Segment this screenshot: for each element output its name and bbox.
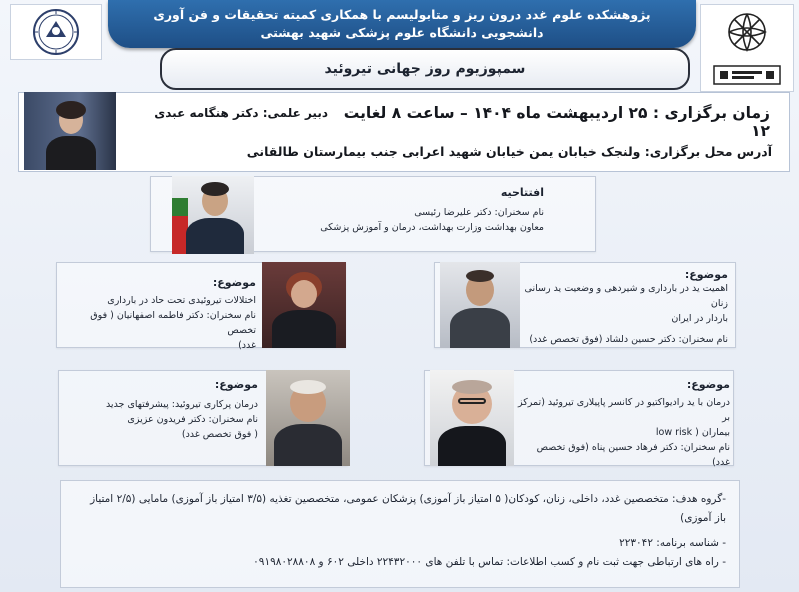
- session-4-speaker-1: نام سخنران: دکتر فریدون عزیزی: [127, 414, 258, 425]
- session-4-topic-1: درمان پرکاری تیروئید: پیشرفتهای جدید: [105, 399, 258, 410]
- opening-speaker-photo: [172, 176, 254, 254]
- session-4-heading: موضوع:: [214, 378, 258, 391]
- session-1-topic-2: باردار در ایران: [671, 313, 728, 324]
- session-4-speaker-photo: [266, 370, 350, 466]
- opening-role: معاون بهداشت وزارت بهداشت، درمان و آموزش پزشکی: [320, 222, 544, 233]
- university-logo: [700, 4, 794, 92]
- session-2-heading: موضوع:: [212, 276, 256, 289]
- session-2-speaker-1: نام سخنران: دکتر فاطمه اصفهانیان ( فوق تخصص: [90, 310, 256, 336]
- session-3-speaker-photo: [430, 370, 514, 466]
- session-2-topic-1: اختلالات تیروئیدی تحت حاد در بارداری: [107, 295, 256, 306]
- secretary-photo: [24, 92, 116, 170]
- session-4-speaker-2: ( فوق تخصص غدد): [181, 429, 258, 440]
- banner-line-1: پژوهشکده علوم غدد درون ریز و متابولیسم با همکاری کمیته تحقیقات و فن آوری: [153, 7, 651, 22]
- session-1-speaker-photo: [440, 262, 520, 348]
- header-banner: [108, 0, 696, 48]
- opening-heading: افتتاحیه: [500, 186, 544, 199]
- session-1-topic-1: اهمیت ید در بارداری و شیردهی و وضعیت ید رسانی زنان: [524, 283, 728, 309]
- session-3-speaker-2: غدد): [712, 457, 730, 468]
- institute-emblem-icon: [13, 7, 99, 57]
- scientific-secretary: دبیر علمی: دکتر هنگامه عبدی: [154, 106, 328, 120]
- event-address: آدرس محل برگزاری: ولنجک خیابان یمن خیابان شهید اعرابی جنب بیمارستان طالقانی: [246, 144, 772, 159]
- session-2-speaker-photo: [262, 262, 346, 348]
- session-1-heading: موضوع:: [684, 268, 728, 281]
- institute-logo: [10, 4, 102, 60]
- symposium-title: [160, 48, 690, 90]
- session-3-speaker-1: نام سخنران: دکتر فرهاد حسین پناه (فوق تخصص: [536, 442, 730, 453]
- university-emblem-icon: [717, 10, 777, 60]
- emblem-banner-icon: [712, 64, 782, 86]
- session-3-heading: موضوع:: [686, 378, 730, 391]
- session-3-topic-1: درمان با ید رادیواکتیو در کانسر پاپیلاری تیروئید (تمرکز بر: [518, 397, 730, 423]
- opening-speaker: نام سخنران: دکتر علیرضا رئیسی: [414, 207, 544, 218]
- page-title: سمپوزیوم روز جهانی تیروئید: [324, 61, 526, 77]
- program-id: - شناسه برنامه: ۲۲۳۰۴۲: [619, 537, 726, 549]
- banner-line-2: دانشجویی دانشگاه علوم پزشکی شهید بهشتی: [260, 25, 544, 40]
- session-3-topic-2: بیماران ( low risk: [655, 427, 730, 438]
- session-2-speaker-2: غدد): [238, 340, 256, 351]
- event-date-time: زمان برگزاری : ۲۵ اردیبهشت ماه ۱۴۰۴ – ساعت ۸ لغایت ۱۲: [343, 104, 770, 140]
- target-group: -گروه هدف: متخصصین غدد، داخلی، زنان، کودکان( ۵ امتیاز باز آموزی) پزشکان عمومی، متخصصین تغذیه (۳/۵ امتیاز باز آموزی) مامایی (۲/۵ امتیاز باز آموزی): [90, 493, 726, 524]
- footer-text: [78, 490, 726, 572]
- contact-info: - راه های ارتباطی جهت ثبت نام و کسب اطلاعات: تماس با تلفن های ۲۲۴۳۲۰۰۰ داخلی ۶۰۲ و ۰۹۱۹۸۰۲۸۸۰۸: [253, 556, 726, 568]
- session-1-speaker: نام سخنران: دکتر حسین دلشاد (فوق تخصص غدد): [529, 334, 728, 345]
